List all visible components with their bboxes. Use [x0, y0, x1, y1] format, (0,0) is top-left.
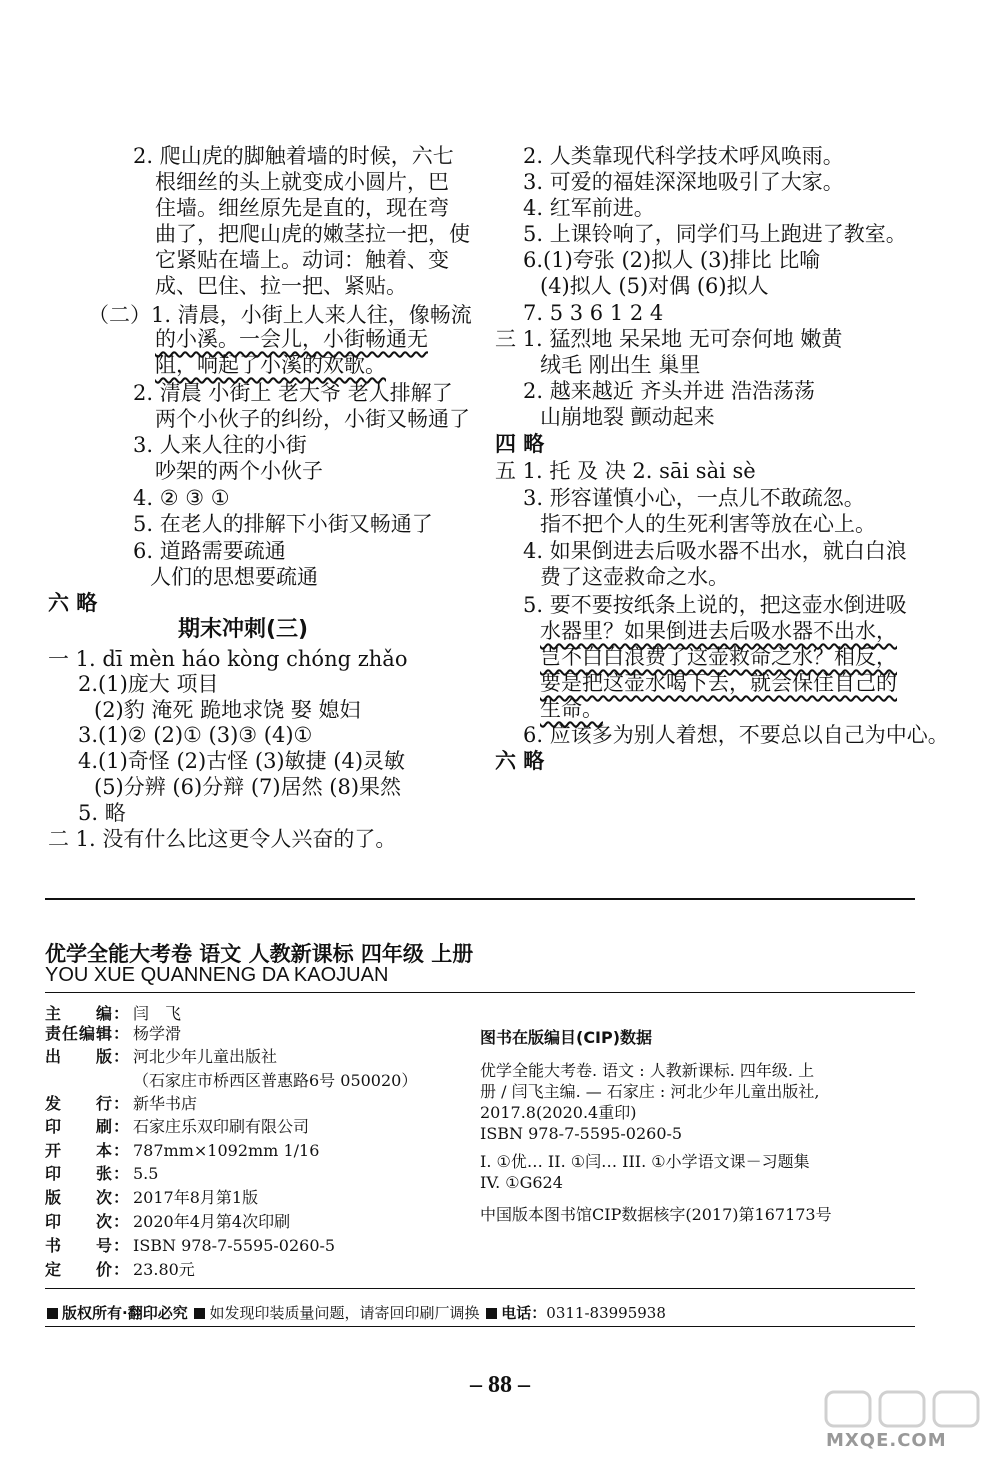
- answer-line: 3.(1)② (2)① (3)③ (4)①: [78, 723, 313, 747]
- answer-line: 6.(1)夸张 (2)拟人 (3)排比 比喻: [523, 248, 821, 272]
- cip-line: I. ①优… II. ①闫… III. ①小学语文课－习题集: [480, 1152, 810, 1171]
- pub-label: 印 次：: [45, 1212, 131, 1231]
- pub-value: 23.80元: [133, 1260, 195, 1279]
- answer-line: 费了这壶救命之水。: [540, 565, 729, 589]
- square-bullet-icon: [47, 1308, 58, 1319]
- answer-line-wavy: 水器里？如果倒进去后吸水器不出水，: [540, 619, 897, 643]
- answer-line: 三 1. 猛烈地 呆呆地 无可奈何地 嫩黄: [495, 327, 843, 351]
- answer-line: 二 1. 没有什么比这更令人兴奋的了。: [48, 827, 397, 851]
- answer-line: 2. 越来越近 齐头并进 浩浩荡荡: [523, 379, 816, 403]
- pub-row: [45, 1071, 417, 1091]
- answer-line: （二）1. 清晨，小街上人来人往，像畅流: [88, 303, 472, 327]
- square-bullet-icon: [486, 1308, 497, 1319]
- copyright-notice: 版权所有·翻印必究: [62, 1304, 188, 1322]
- answer-line: 住墙。细丝原先是直的，现在弯: [155, 196, 449, 220]
- answer-line: 4. ② ③ ①: [133, 486, 230, 510]
- answer-line: 绒毛 刚出生 巢里: [540, 353, 701, 377]
- pub-row: [45, 1236, 335, 1256]
- answer-line: 吵架的两个小伙子: [155, 459, 323, 483]
- answer-line: 6. 道路需要疏通: [133, 539, 286, 563]
- square-bullet-icon: [194, 1308, 205, 1319]
- watermark-text: MXQE.COM: [826, 1430, 947, 1451]
- answer-line: 3. 形容谨慎小心，一点儿不敢疏忽。: [523, 486, 865, 510]
- answer-line: 指不把个人的生死利害等放在心上。: [540, 512, 876, 536]
- answer-line: 4. 红军前进。: [523, 196, 655, 220]
- pub-row: [45, 1004, 181, 1024]
- divider: [45, 1326, 915, 1327]
- section-heading: 六 略: [48, 590, 98, 615]
- answer-line: 5. 要不要按纸条上说的，把这壶水倒进吸: [523, 593, 907, 617]
- section-heading: 四 略: [495, 431, 545, 456]
- pub-row: [45, 1141, 319, 1161]
- divider: [45, 1288, 915, 1289]
- pub-label: 开 本：: [45, 1141, 131, 1160]
- answer-line: 2. 清晨 小街上 老大爷 老人排解了: [133, 381, 453, 405]
- pub-row: [45, 1164, 158, 1184]
- answer-line: 5. 略: [78, 801, 126, 825]
- answer-line-wavy: 要是把这壶水喝下去，就会保住自己的: [540, 671, 897, 695]
- answer-line: 它紧贴在墙上。动词：触着、变: [155, 248, 449, 272]
- pub-label: 定 价：: [45, 1260, 131, 1279]
- answer-line: (4)拟人 (5)对偶 (6)拟人: [540, 274, 769, 298]
- pub-label: 印 张：: [45, 1164, 131, 1183]
- answer-line: 成、巴住、拉一把、紧贴。: [155, 274, 407, 298]
- pub-value: 5.5: [133, 1164, 159, 1183]
- divider: [45, 992, 915, 993]
- answer-line: 五 1. 托 及 决 2. sāi sài sè: [495, 459, 756, 483]
- answer-line: 3. 可爱的福娃深深地吸引了大家。: [523, 170, 844, 194]
- divider: [45, 898, 915, 900]
- pub-row: [45, 1212, 290, 1232]
- answer-line: 2. 人类靠现代科学技术呼风唤雨。: [523, 144, 844, 168]
- section-heading: 六 略: [495, 748, 545, 773]
- pub-value: 河北少年儿童出版社: [133, 1047, 278, 1066]
- answer-line: 两个小伙子的纠纷，小街又畅通了: [155, 407, 470, 431]
- pub-row: [45, 1047, 277, 1067]
- answer-line: 人们的思想要疏通: [150, 565, 318, 589]
- answer-line: 一 1. dī mèn háo kòng chóng zhǎo: [48, 647, 408, 671]
- section-title: 期末冲刺(三): [178, 617, 309, 642]
- pub-value: ISBN 978-7-5595-0260-5: [133, 1236, 336, 1255]
- pub-value: （石家庄市桥西区普惠路6号 050020）: [133, 1071, 418, 1090]
- phone-number: 0311-83995938: [546, 1304, 666, 1322]
- cip-line: 中国版本图书馆CIP数据核字(2017)第167173号: [480, 1205, 832, 1224]
- answer-line-wavy: 的小溪。一会儿，小街畅通无: [155, 327, 428, 351]
- answer-line: 5. 在老人的排解下小街又畅通了: [133, 512, 433, 536]
- pub-row: [45, 1188, 258, 1208]
- answer-line: 根细丝的头上就变成小圆片，巴: [155, 170, 449, 194]
- answer-line: 山崩地裂 颤动起来: [540, 405, 715, 429]
- book-title: 优学全能大考卷 语文 人教新课标 四年级 上册: [45, 942, 474, 966]
- answer-line: 4.(1)奇怪 (2)古怪 (3)敏捷 (4)灵敏: [78, 749, 406, 773]
- pub-value: 杨学滑: [133, 1024, 182, 1043]
- answer-line: 7. 5 3 6 1 2 4: [523, 301, 664, 325]
- pub-label: 版 次：: [45, 1188, 131, 1207]
- answer-line: (2)豹 淹死 跪地求饶 娶 媳妇: [94, 698, 361, 722]
- pub-value: 2017年8月第1版: [133, 1188, 259, 1207]
- pub-row: [45, 1094, 197, 1114]
- cip-line: ISBN 978-7-5595-0260-5: [480, 1124, 683, 1143]
- pub-row: [45, 1024, 181, 1044]
- pub-value: 新华书店: [133, 1094, 198, 1113]
- print-quality-notice: 如发现印装质量问题，请寄回印刷厂调换: [209, 1304, 480, 1322]
- pub-label: 发 行：: [45, 1094, 131, 1113]
- page-number: – 88 –: [470, 1372, 530, 1398]
- pub-value: 闫 飞: [133, 1004, 182, 1023]
- answer-line: 4. 如果倒进去后吸水器不出水，就白白浪: [523, 539, 907, 563]
- pub-label: 出 版：: [45, 1047, 131, 1066]
- answer-line: 5. 上课铃响了，同学们马上跑进了教室。: [523, 222, 907, 246]
- book-pinyin: YOU XUE QUANNENG DA KAOJUAN: [45, 964, 389, 986]
- pub-row: [45, 1117, 309, 1137]
- answer-line: 2. 爬山虎的脚触着墙的时候，六七: [133, 144, 454, 168]
- pub-row: [45, 1260, 195, 1280]
- answer-line: 6. 应该多为别人着想，不要总以自己为中心。: [523, 723, 949, 747]
- cip-title: 图书在版编目(CIP)数据: [480, 1028, 653, 1047]
- answer-line-wavy: 岂不白白浪费了这壶救命之水？相反，: [540, 645, 897, 669]
- answer-line: (5)分辨 (6)分辩 (7)居然 (8)果然: [94, 775, 402, 799]
- pub-value: 2020年4月第4次印刷: [133, 1212, 291, 1231]
- cip-line: 册 / 闫飞主编. — 石家庄 : 河北少年儿童出版社,: [480, 1082, 820, 1101]
- phone-label: 电话：: [501, 1304, 547, 1322]
- pub-value: 787mm×1092mm 1/16: [133, 1141, 320, 1160]
- answer-line: 3. 人来人往的小街: [133, 433, 307, 457]
- answer-line-wavy: 阻，响起了小溪的欢歌。: [155, 353, 386, 377]
- pub-label: 印 刷：: [45, 1117, 131, 1136]
- pub-value: 石家庄乐双印刷有限公司: [133, 1117, 310, 1136]
- pub-label: 责任编辑：: [45, 1024, 131, 1043]
- cip-line: 2017.8(2020.4重印): [480, 1103, 637, 1122]
- pub-label: 主 编：: [45, 1004, 131, 1023]
- answer-line-wavy: 生命。: [540, 697, 603, 721]
- answer-line: 2.(1)庞大 项目: [78, 672, 219, 696]
- cip-line: IV. ①G624: [480, 1173, 563, 1192]
- cip-line: 优学全能大考卷. 语文 : 人教新课标. 四年级. 上: [480, 1061, 815, 1080]
- copyright-line: [45, 1302, 666, 1323]
- pub-label: 书 号：: [45, 1236, 131, 1255]
- answer-line: 曲了，把爬山虎的嫩茎拉一把，使: [155, 222, 470, 246]
